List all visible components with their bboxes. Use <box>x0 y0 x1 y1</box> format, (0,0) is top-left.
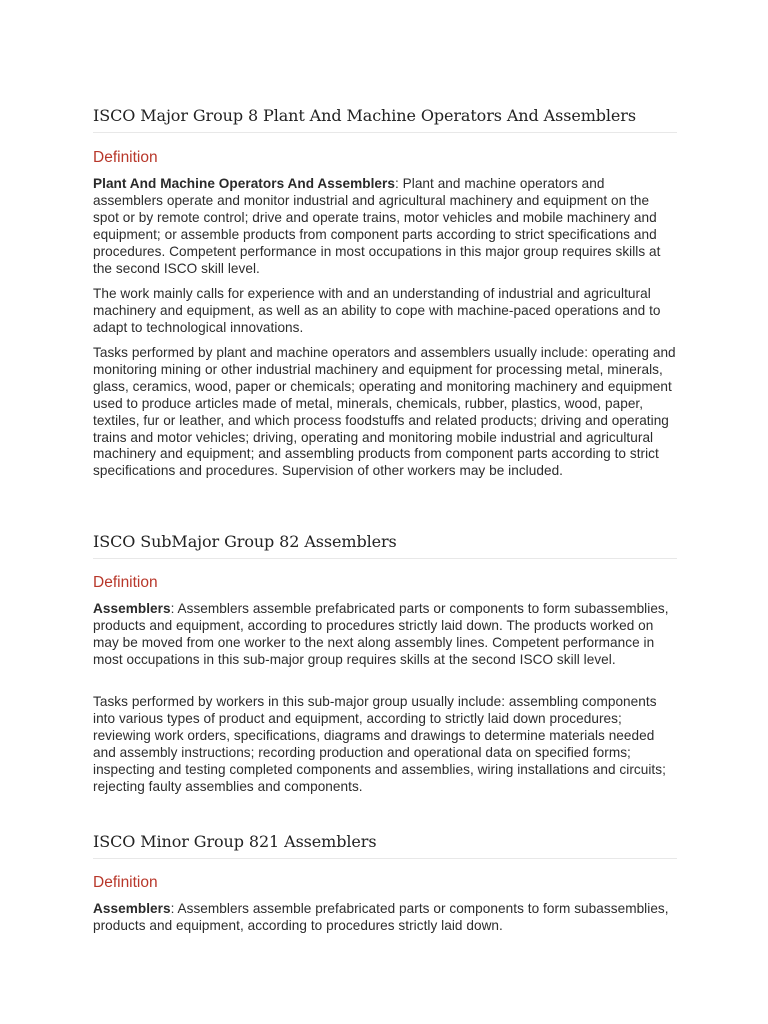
definition-paragraph <box>93 176 677 277</box>
body-paragraph <box>93 345 677 480</box>
paragraph-text: Tasks performed by workers in this sub-major group usually include: assembling components into various types of product and equipment, according to strictly laid down procedures; reviewing work orders, specifications, diagrams and drawings to determine materials needed and assembly instructions; recording production and operational data on specified forms; inspecting and testing completed components and assemblies, wiring installations and circuits; rejecting faulty assemblies and components. <box>93 694 666 794</box>
body-paragraph <box>93 694 677 795</box>
definition-paragraph <box>93 901 677 935</box>
definition-text: : Plant and machine operators and assemblers operate and monitor industrial and agricultural machinery and equipment on the spot or by remote control; drive and operate trains, motor vehicles and mobile machinery and equipment; or assemble products from component parts according to strict specifications and procedures. Competent performance in most occupations in this major group requires skills at the second ISCO skill level. <box>93 176 661 276</box>
paragraph-text: The work mainly calls for experience with and an understanding of industrial and agricultural machinery and equipment, as well as an ability to cope with machine-paced operations and to adapt to technological innovations. <box>93 286 661 335</box>
section-title: ISCO Major Group 8 Plant And Machine Operators And Assemblers <box>93 106 677 133</box>
section-title: ISCO SubMajor Group 82 Assemblers <box>93 532 677 559</box>
paragraph-text: Tasks performed by plant and machine operators and assemblers usually include: operating and monitoring mining or other industrial machinery and equipment for processing metal, minerals, glass, ceramics, wood, paper or chemicals; operating and monitoring machinery and equipment used to produce articles made of metal, minerals, chemicals, rubber, plastics, wood, paper, textiles, fur or leather, and which process foodstuffs and related products; driving and operating trains and motor vehicles; driving, operating and monitoring mobile industrial and agricultural machinery and equipment; and assembling products from component parts according to strict specifications and procedures. Supervision of other workers may be included. <box>93 345 676 479</box>
section-minor-group-821 <box>93 832 677 859</box>
definition-text: : Assemblers assemble prefabricated parts or components to form subassemblies, products and equipment, according to procedures strictly laid down. <box>93 901 669 933</box>
defined-term: Assemblers <box>93 901 171 916</box>
definition-heading: Definition <box>93 149 158 166</box>
definition-block <box>93 574 677 592</box>
definition-heading: Definition <box>93 574 158 591</box>
section-submajor-group-82 <box>93 532 677 559</box>
defined-term: Plant And Machine Operators And Assemblers <box>93 176 395 191</box>
definition-block <box>93 149 677 167</box>
definition-block <box>93 874 677 892</box>
section-title: ISCO Minor Group 821 Assemblers <box>93 832 677 859</box>
definition-text: : Assemblers assemble prefabricated parts or components to form subassemblies, products and equipment, according to procedures strictly laid down. The products worked on may be moved from one worker to the next along assembly lines. Competent performance in most occupations in this sub-major group requires skills at the second ISCO skill level. <box>93 601 669 667</box>
defined-term: Assemblers <box>93 601 171 616</box>
definition-paragraph <box>93 601 677 669</box>
section-major-group-8 <box>93 106 677 133</box>
definition-heading: Definition <box>93 874 158 891</box>
body-paragraph <box>93 286 677 337</box>
